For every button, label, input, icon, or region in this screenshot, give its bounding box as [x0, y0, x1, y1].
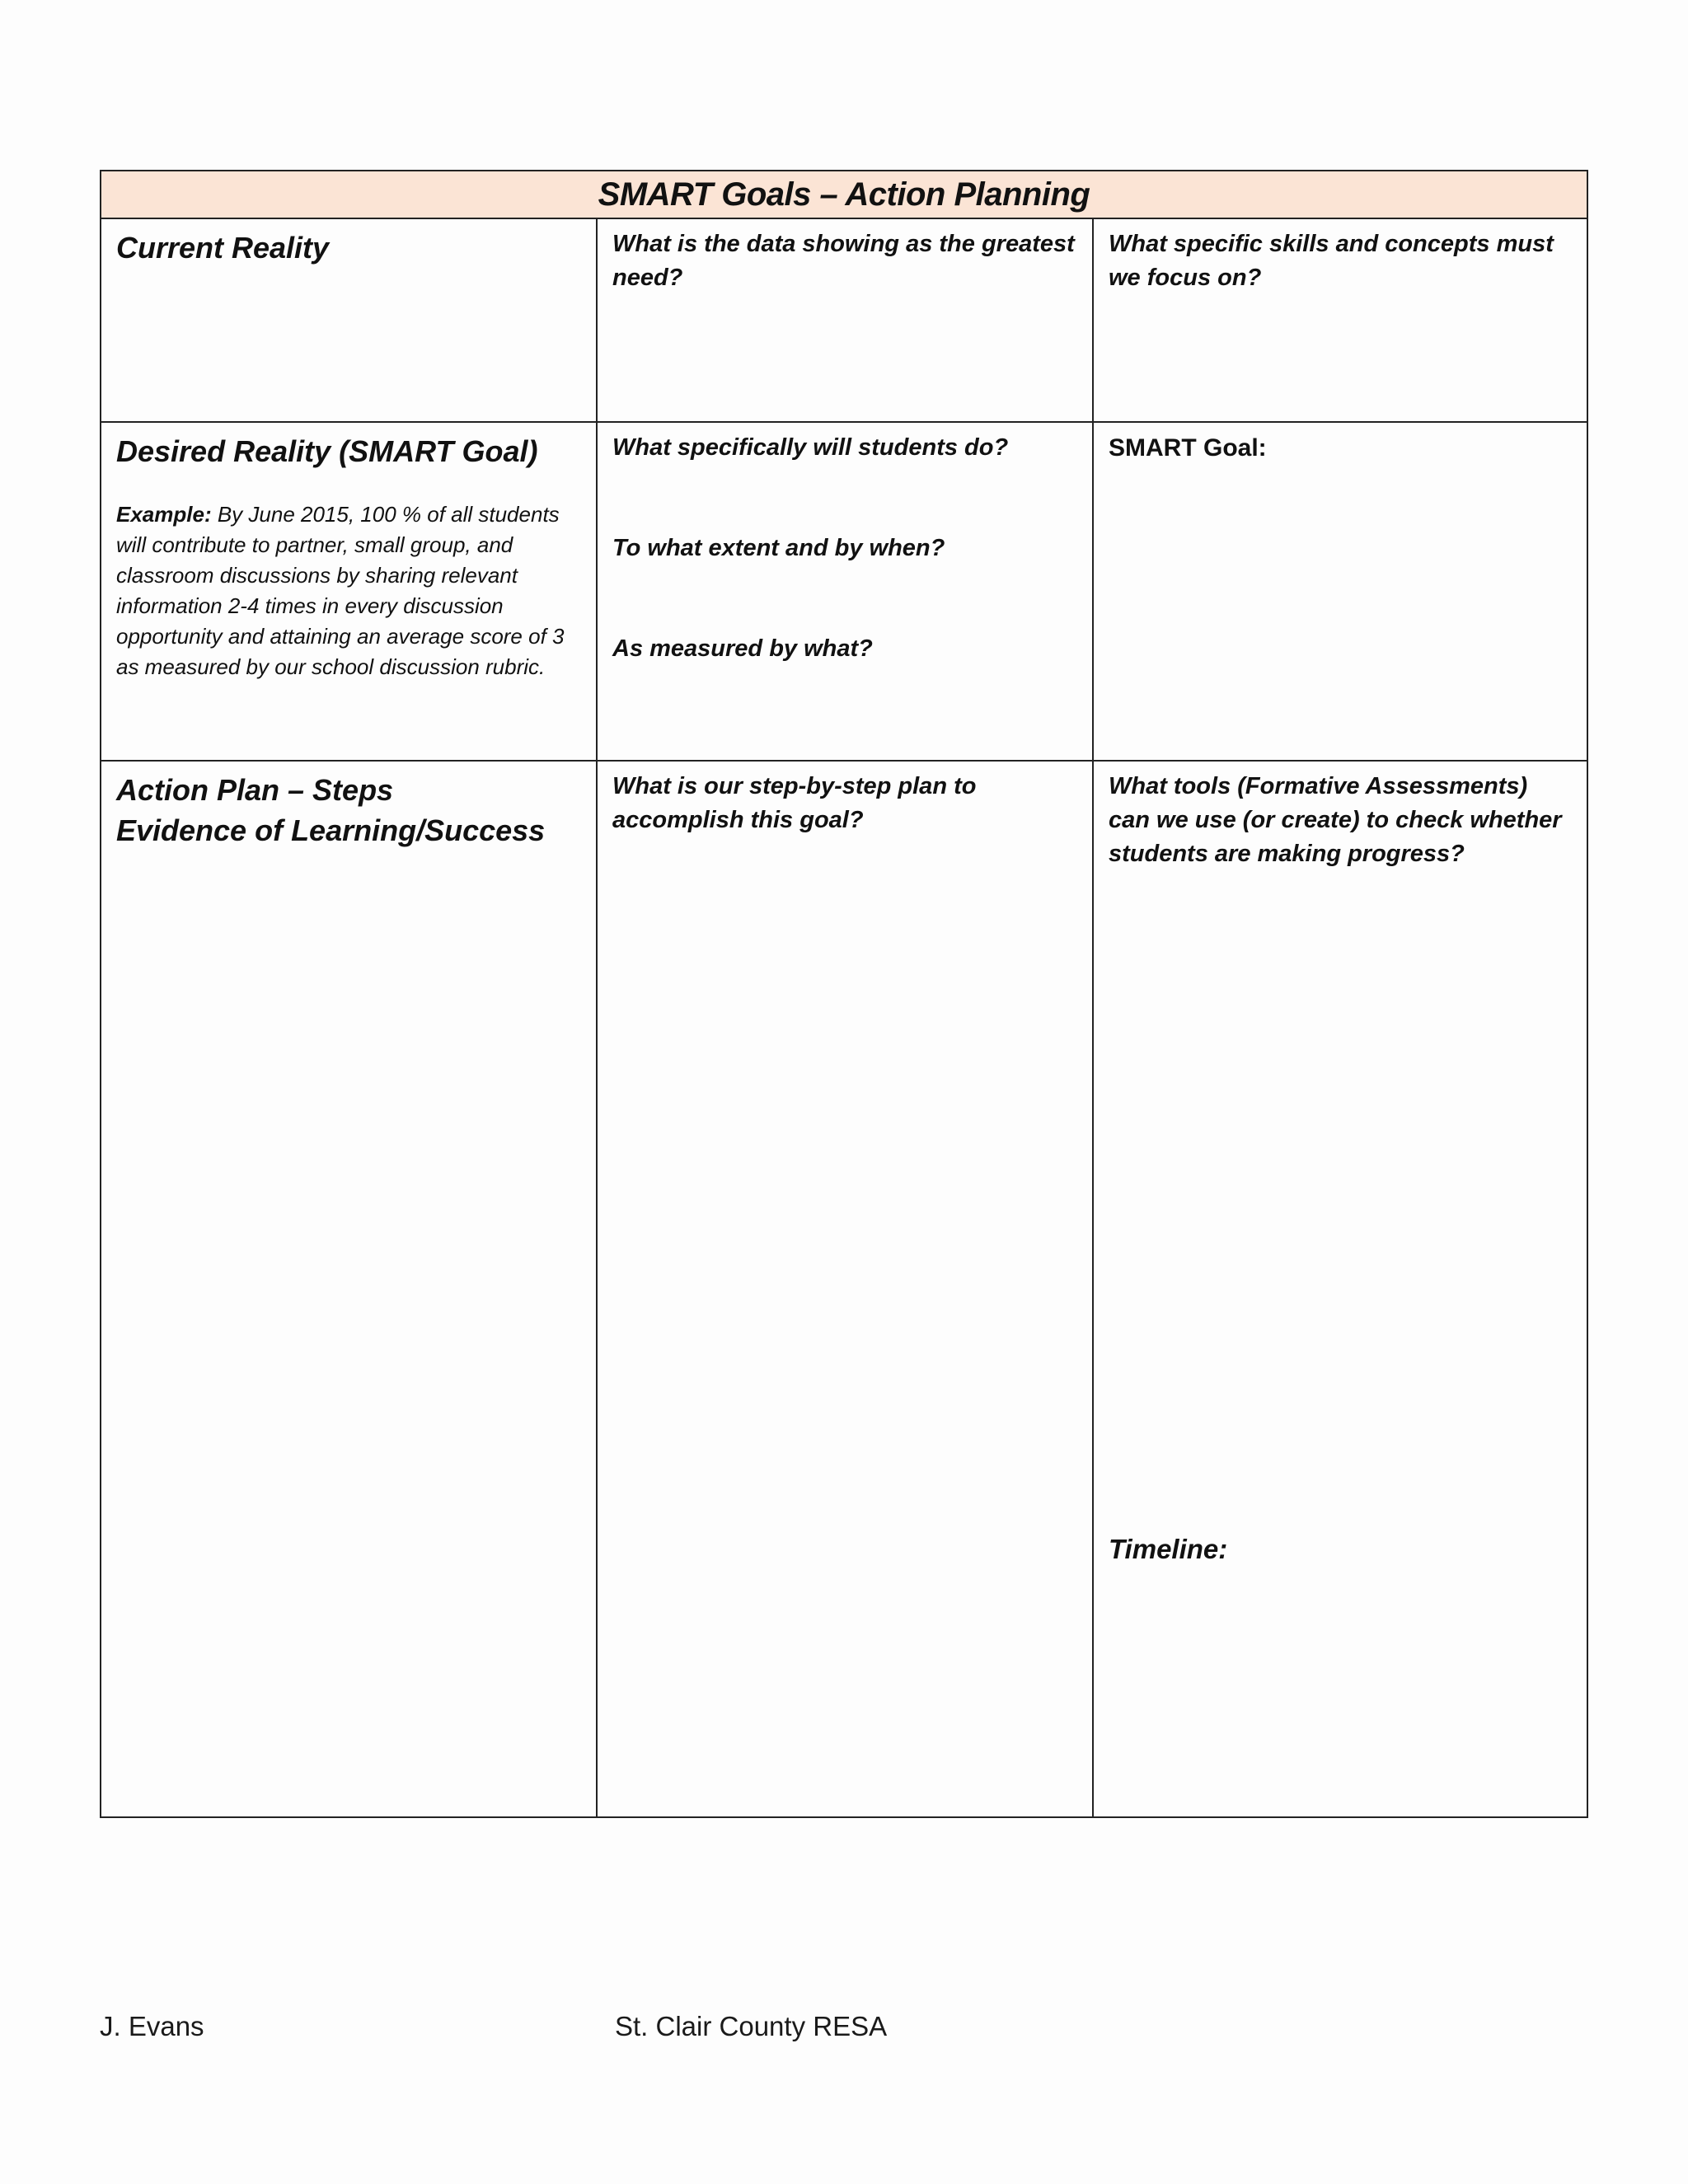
- smart-goal-cell[interactable]: [1094, 423, 1588, 760]
- current-reality-cell: [101, 219, 596, 421]
- smart-goals-table: [100, 170, 1588, 1818]
- table-title-row: [101, 171, 1587, 219]
- formative-tools-cell[interactable]: [1094, 762, 1588, 1818]
- extent-when-question: To what extent and by when?: [612, 535, 945, 561]
- footer-organization: St. Clair County RESA: [615, 2011, 888, 2041]
- evidence-heading: Evidence of Learning/Success: [116, 813, 546, 847]
- formative-tools-question: What tools (Formative Assessments) can we use (or create) to check whether students are making progress?: [1109, 773, 1562, 867]
- footer-author: J. Evans: [100, 2011, 204, 2041]
- current-reality-heading: Current Reality: [116, 231, 330, 265]
- timeline-label: Timeline:: [1109, 1534, 1228, 1564]
- example-label: Example:: [116, 502, 212, 527]
- step-plan-question: What is our step-by-step plan to accomplish this goal?: [612, 773, 977, 833]
- greatest-need-question: What is the data showing as the greatest need?: [612, 231, 1075, 291]
- students-do-question: What specifically will students do?: [612, 434, 1009, 461]
- page-title: SMART Goals – Action Planning: [598, 176, 1090, 213]
- skills-concepts-cell[interactable]: [1094, 219, 1588, 421]
- action-plan-heading: Action Plan – Steps: [116, 773, 394, 807]
- student-goal-questions-cell[interactable]: [598, 423, 1092, 760]
- greatest-need-cell[interactable]: [598, 219, 1092, 421]
- example-paragraph: [116, 499, 583, 682]
- example-text: By June 2015, 100 % of all students will contribute to partner, small group, and classroom discussions by sharing relevant information 2-4 times in every discussion opportunity and attaining an average score of 3 as measured by our school discussion rubric.: [116, 502, 565, 679]
- desired-reality-heading: Desired Reality (SMART Goal): [116, 434, 538, 468]
- step-plan-cell[interactable]: [598, 762, 1092, 1818]
- smart-goal-label: SMART Goal:: [1109, 434, 1267, 462]
- action-plan-cell: [101, 762, 596, 1818]
- skills-concepts-question: What specific skills and concepts must we focus on?: [1109, 231, 1554, 291]
- desired-reality-cell: [101, 423, 596, 760]
- measured-by-question: As measured by what?: [612, 635, 873, 662]
